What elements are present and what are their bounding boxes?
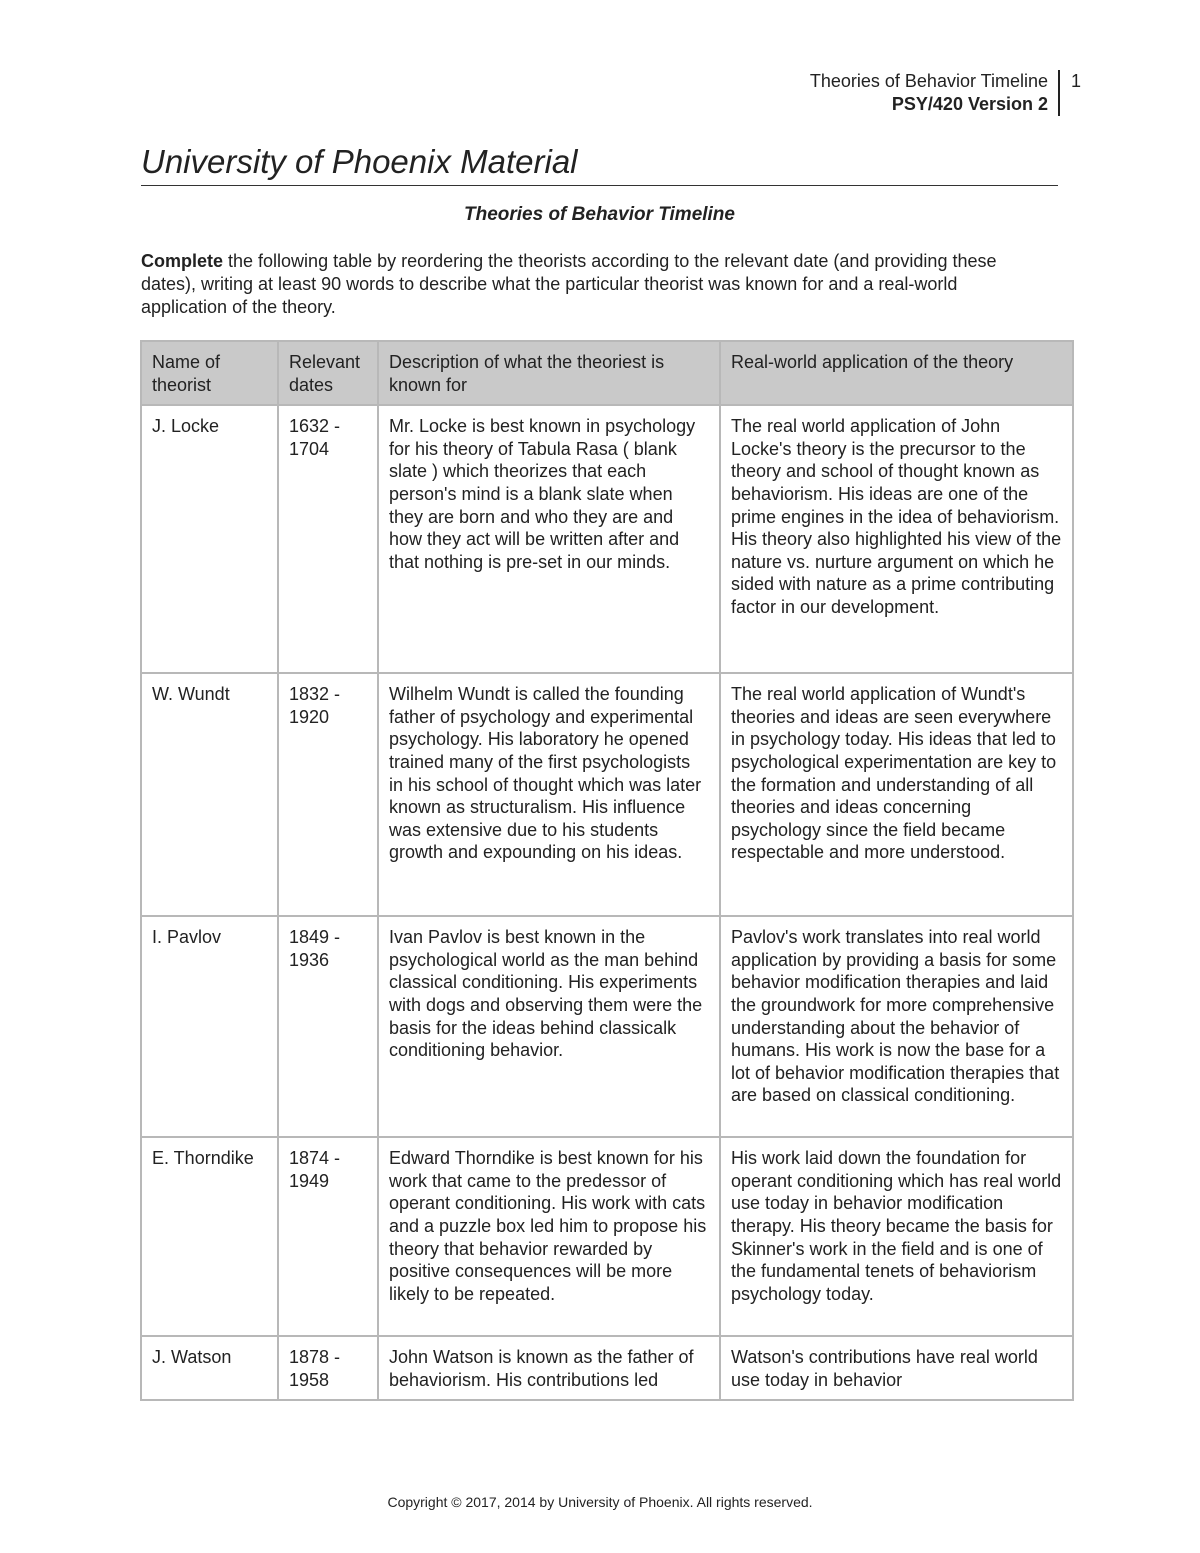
- header-name-of-theorist: Name of theorist: [141, 341, 278, 405]
- theorist-dates: 1874 - 1949: [278, 1137, 378, 1336]
- theorist-application: His work laid down the foundation for operant conditioning which has real world use today in behavior modification therapy. His theory became the basis for Skinner's work in the field and is one of the fundamental tenets of behaviorism psychology today.: [720, 1137, 1073, 1336]
- theorist-description: Edward Thorndike is best known for his work that came to the predessor of operant conditioning. His work with cats and a puzzle box led him to propose his theory that behavior rewarded by positive consequences will be more likely to be repeated.: [378, 1137, 720, 1336]
- header-description: Description of what the theoriest is known for: [378, 341, 720, 405]
- header-real-world-application: Real-world application of the theory: [720, 341, 1073, 405]
- table-row: [141, 1336, 1073, 1400]
- theorist-dates: 1832 - 1920: [278, 673, 378, 916]
- copyright-footer: Copyright © 2017, 2014 by University of Phoenix. All rights reserved.: [387, 1494, 813, 1510]
- table-row: [141, 1137, 1073, 1336]
- table-row: [141, 916, 1073, 1137]
- theorist-description: Wilhelm Wundt is called the founding father of psychology and experimental psychology. His laboratory he opened trained many of the first psychologists in his school of thought which was later known as structuralism. His influence was extensive due to his students growth and expounding on his ideas.: [378, 673, 720, 916]
- theorist-dates: 1878 - 1958: [278, 1336, 378, 1400]
- theorist-description: Mr. Locke is best known in psychology for his theory of Tabula Rasa ( blank slate ) which theorizes that each person's mind is a blank slate when they are born and who they are and how they act will be written after and that nothing is pre-set in our minds.: [378, 405, 720, 673]
- theorist-application: The real world application of Wundt's theories and ideas are seen everywhere in psychology today. His ideas that led to psychological experimentation are key to the formation and understanding of all theories and ideas concerning psychology since the field became respectable and more understood.: [720, 673, 1073, 916]
- instructions-paragraph: [141, 250, 1046, 319]
- document-title: Theories of Behavior Timeline: [463, 204, 735, 225]
- instructions-bold-lead: Complete: [141, 251, 224, 271]
- theorist-dates: 1632 - 1704: [278, 405, 378, 673]
- course-version: PSY/420 Version 2: [891, 94, 1048, 114]
- theorist-name: J. Locke: [141, 405, 278, 673]
- page-number: 1: [1071, 71, 1082, 91]
- table-header-row: [141, 341, 1073, 405]
- header-relevant-dates: Relevant dates: [278, 341, 378, 405]
- theorist-dates: 1849 - 1936: [278, 916, 378, 1137]
- instructions-text: the following table by reordering the theorists according to the relevant date (and providing these dates), writing at least 90 words to describe what the particular theorist was known for and a real-world application of the theory.: [141, 251, 997, 317]
- theorist-name: J. Watson: [141, 1336, 278, 1400]
- theorist-name: E. Thorndike: [141, 1137, 278, 1336]
- table-row: [141, 673, 1073, 916]
- theorist-name: W. Wundt: [141, 673, 278, 916]
- table-row: [141, 405, 1073, 673]
- theorist-application: The real world application of John Locke's theory is the precursor to the theory and school of thought known as behaviorism. His ideas are one of the prime engines in the idea of behaviorism. His theory also highlighted his view of the nature vs. nurture argument on which he sided with nature as a prime contributing factor in our development.: [720, 405, 1073, 673]
- theorist-application: Watson's contributions have real world use today in behavior: [720, 1336, 1073, 1400]
- running-header: [810, 70, 1060, 116]
- running-header-title: Theories of Behavior Timeline: [809, 71, 1048, 91]
- theorist-description: Ivan Pavlov is best known in the psychological world as the man behind classical conditioning. His experiments with dogs and observing them were the basis for the ideas behind classicalk conditioning behavior.: [378, 916, 720, 1137]
- theorists-table: [140, 340, 1074, 1401]
- theorist-application: Pavlov's work translates into real world application by providing a basis for some behavior modification therapies and laid the groundwork for more comprehensive understanding about the behavior of humans. His work is now the base for a lot of behavior modification therapies that are based on classical conditioning.: [720, 916, 1073, 1137]
- uop-material-title: University of Phoenix Material: [141, 142, 1058, 186]
- theorist-description: John Watson is known as the father of behaviorism. His contributions led: [378, 1336, 720, 1400]
- theorist-name: I. Pavlov: [141, 916, 278, 1137]
